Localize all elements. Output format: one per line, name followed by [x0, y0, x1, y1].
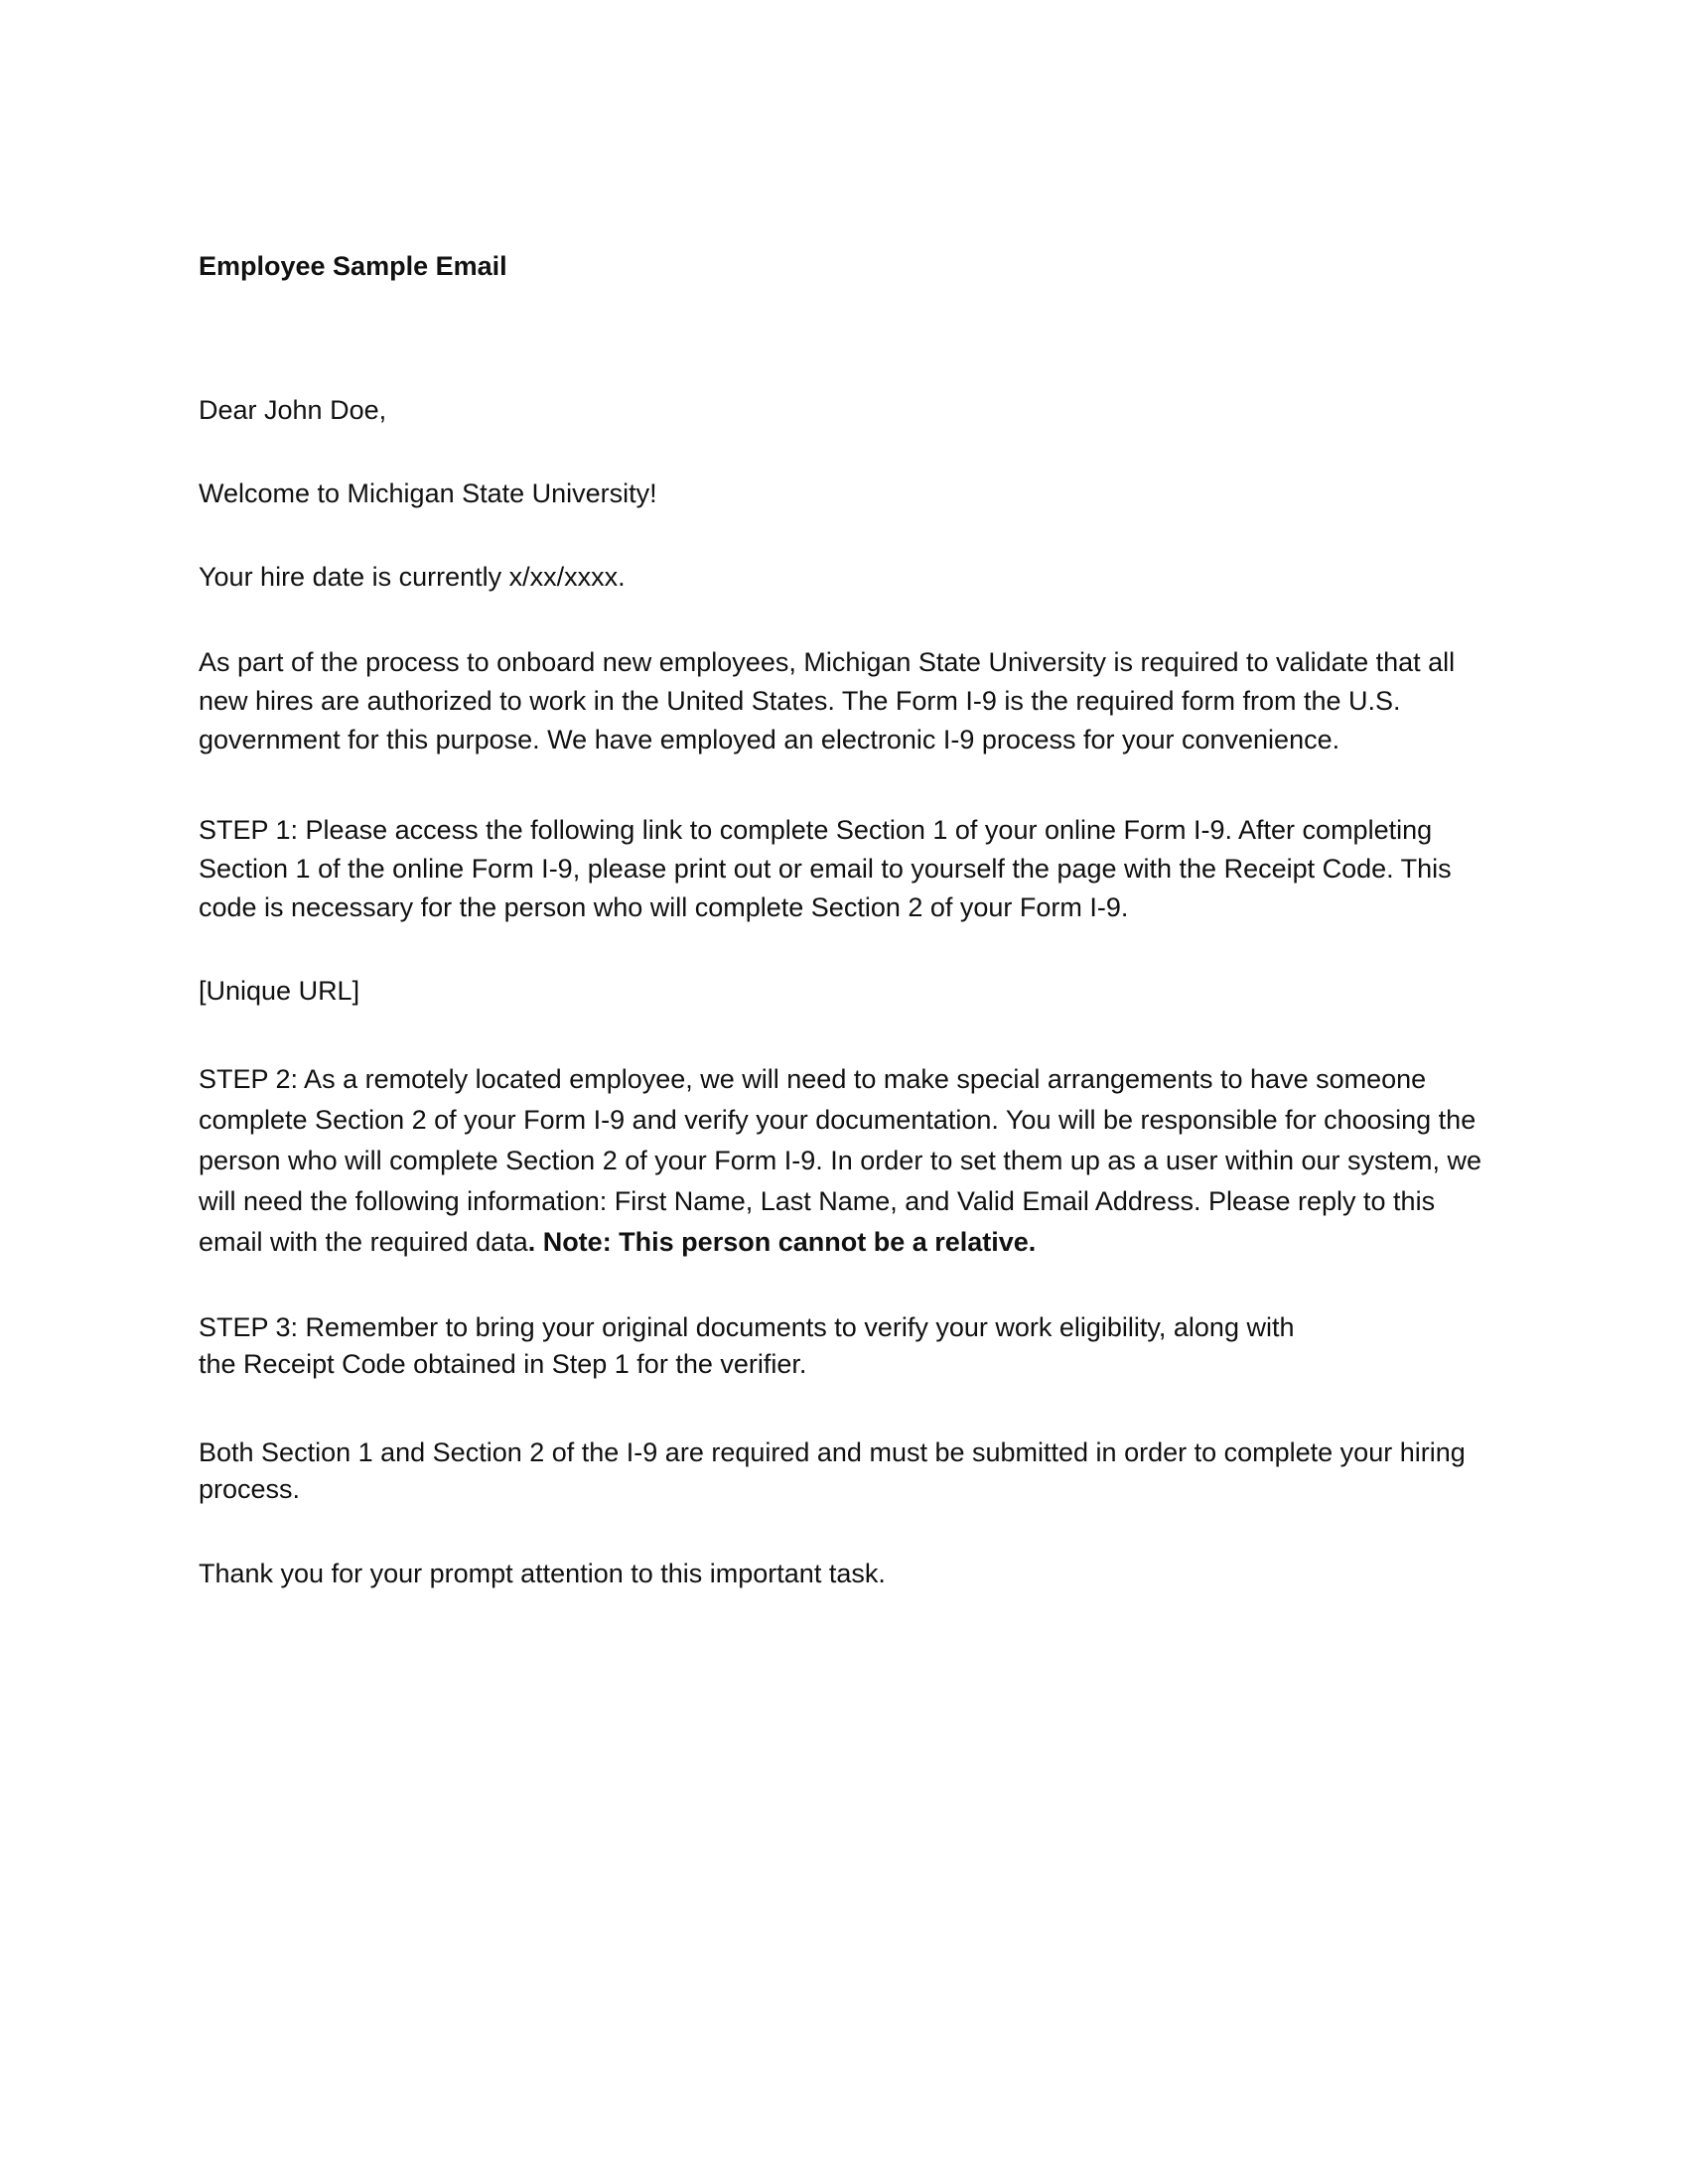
closing-line: Thank you for your prompt attention to this important task. — [199, 1559, 886, 1588]
step2-text: STEP 2: As a remotely located employee, we will need to make special arrangements to have someone complete Section 2 of your Form I-9 and verify your documentation. You will be responsible for choosing the person who will complete Section 2 of your Form I-9. In order to set them up as a user within our system, we will need the following information: First Name, Last Name, and Valid Email Address. Please reply to this email with the required data — [199, 1064, 1482, 1257]
step1-paragraph: STEP 1: Please access the following link to complete Section 1 of your online Form I-9. After completing Section 1 of the online Form I-9, please print out or email to yourself the page with the Receipt Code. This code is necessary for the person who will complete Section 2 of your Form I-9. — [199, 815, 1452, 922]
step3-line-2: the Receipt Code obtained in Step 1 for the verifier. — [199, 1349, 807, 1379]
step3-line-1: STEP 3: Remember to bring your original documents to verify your work eligibility, along with — [199, 1312, 1295, 1342]
document-title: Employee Sample Email — [199, 251, 507, 281]
hire-date-line: Your hire date is currently x/xx/xxxx. — [199, 562, 626, 592]
welcome-line: Welcome to Michigan State University! — [199, 478, 657, 508]
step3-paragraph — [199, 1309, 1499, 1383]
greeting: Dear John Doe, — [199, 395, 387, 425]
unique-url-placeholder: [Unique URL] — [199, 976, 360, 1006]
step2-note: . Note: This person cannot be a relative. — [527, 1227, 1037, 1257]
step2-paragraph — [199, 1059, 1499, 1263]
email-document — [199, 248, 1499, 1593]
intro-paragraph: As part of the process to onboard new employees, Michigan State University is required to validate that all new hires are authorized to work in the United States. The Form I-9 is the required form from the U.S. government for this purpose. We have employed an electronic I-9 process for your convenience. — [199, 647, 1456, 754]
both-sections-paragraph: Both Section 1 and Section 2 of the I-9 are required and must be submitted in order to complete your hiring process. — [199, 1437, 1466, 1504]
